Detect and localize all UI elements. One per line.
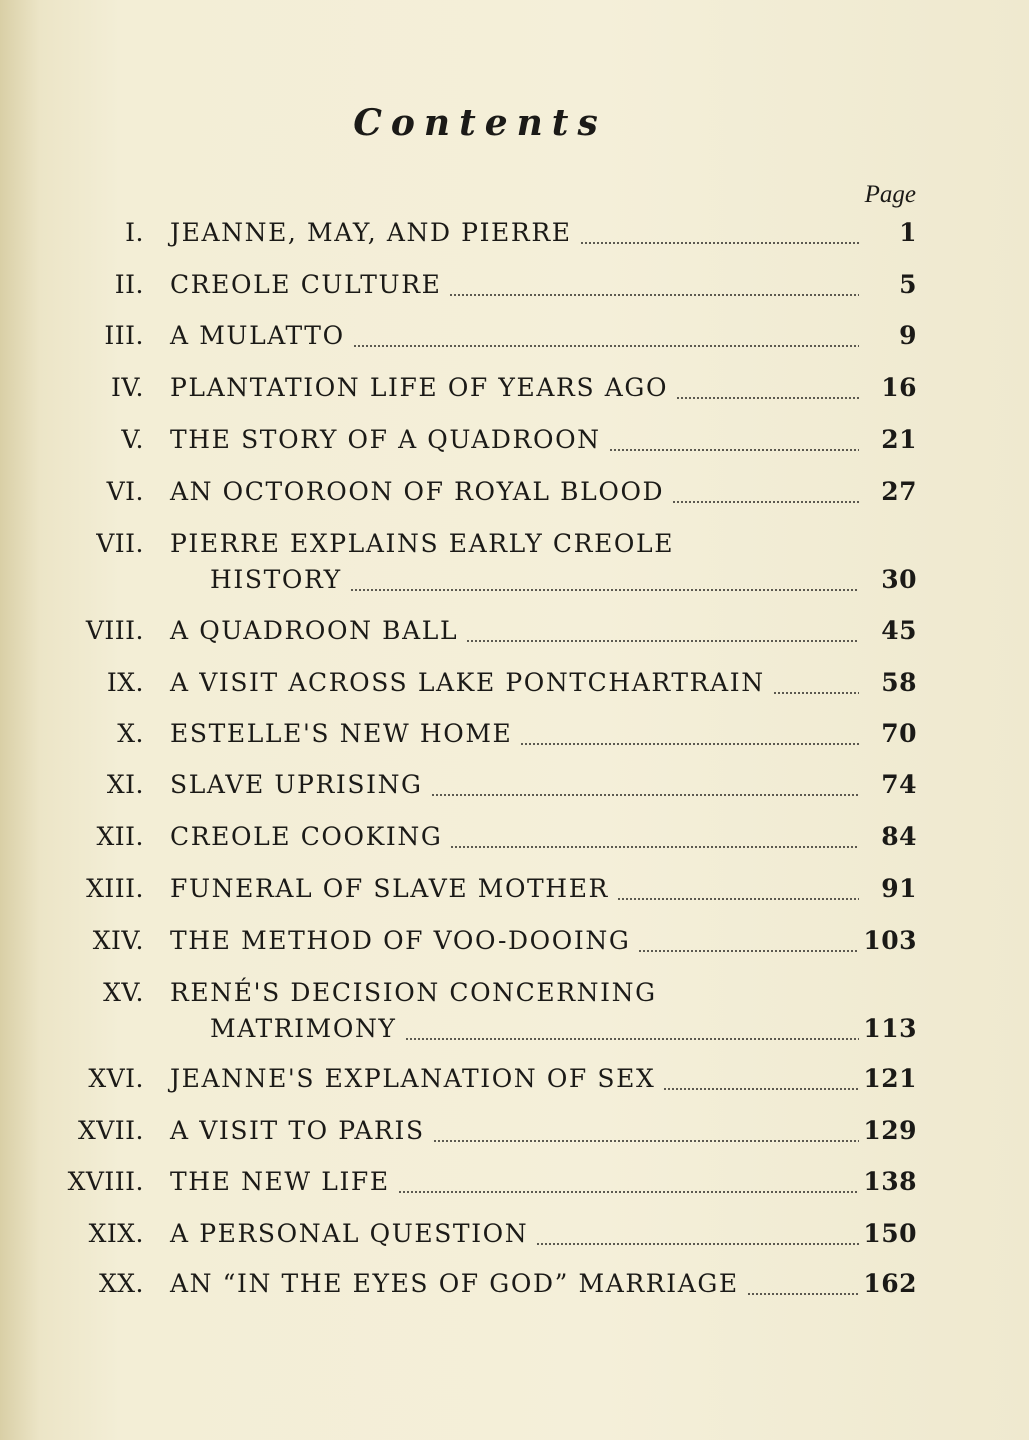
page-number: 84	[881, 822, 917, 851]
dot-leader	[663, 1088, 859, 1090]
page-number: 150	[863, 1219, 917, 1248]
chapter-number: XI.	[106, 770, 144, 799]
chapter-number: I.	[125, 218, 144, 247]
page-number: 9	[899, 321, 917, 350]
chapter-number: XIV.	[92, 926, 144, 955]
page-number: 121	[863, 1064, 917, 1093]
chapter-title: JEANNE, MAY, AND PIERRE	[170, 218, 572, 247]
chapter-title: A PERSONAL QUESTION	[170, 1219, 529, 1248]
chapter-title: PIERRE EXPLAINS EARLY CREOLE	[170, 529, 675, 558]
page-number: 58	[881, 668, 917, 697]
chapter-number: XVI.	[88, 1064, 144, 1093]
toc-entry	[0, 668, 1029, 704]
page-number: 21	[881, 425, 917, 454]
chapter-number: III.	[104, 321, 144, 350]
page-number: 138	[863, 1167, 917, 1196]
page-number: 27	[881, 477, 917, 506]
chapter-number: V.	[121, 425, 144, 454]
dot-leader	[350, 589, 859, 591]
toc-entry	[0, 1269, 1029, 1305]
chapter-number: II.	[114, 270, 144, 299]
page-number: 113	[863, 1014, 917, 1043]
toc-entry	[0, 719, 1029, 755]
chapter-title: FUNERAL OF SLAVE MOTHER	[170, 874, 609, 903]
page-number: 1	[899, 218, 917, 247]
chapter-title: ESTELLE'S NEW HOME	[170, 719, 513, 748]
toc-entry	[0, 770, 1029, 806]
toc-entry	[0, 270, 1029, 306]
toc-entry	[0, 425, 1029, 461]
chapter-number: XV.	[103, 978, 144, 1007]
chapter-title: THE STORY OF A QUADROON	[170, 425, 601, 454]
chapter-number: XVIII.	[67, 1167, 144, 1196]
page-number: 70	[881, 719, 917, 748]
chapter-number: IX.	[106, 668, 144, 697]
chapter-title-continued: HISTORY	[210, 565, 342, 594]
chapter-title: AN “IN THE EYES OF GOD” MARRIAGE	[170, 1269, 739, 1298]
chapter-number: XVII.	[77, 1116, 144, 1145]
chapter-title: A VISIT TO PARIS	[170, 1116, 425, 1145]
toc-entry	[0, 926, 1029, 962]
dot-leader	[405, 1038, 859, 1040]
chapter-title: CREOLE CULTURE	[170, 270, 442, 299]
dot-leader	[747, 1293, 859, 1295]
page-column-label: Page	[864, 181, 916, 208]
dot-leader	[450, 846, 859, 848]
dot-leader	[520, 743, 859, 745]
page-number: 91	[881, 874, 917, 903]
page-title: Contents	[353, 102, 607, 144]
toc-entry	[0, 321, 1029, 357]
page-number: 129	[863, 1116, 917, 1145]
dot-leader	[617, 898, 859, 900]
chapter-title: SLAVE UPRISING	[170, 770, 423, 799]
toc-entry	[0, 978, 1029, 1050]
toc-entry	[0, 529, 1029, 601]
page-number: 16	[881, 373, 917, 402]
chapter-title: CREOLE COOKING	[170, 822, 443, 851]
chapter-number: XX.	[98, 1269, 144, 1298]
dot-leader	[398, 1191, 859, 1193]
toc-entry	[0, 373, 1029, 409]
page-number: 74	[881, 770, 917, 799]
toc-entry	[0, 822, 1029, 858]
dot-leader	[449, 294, 859, 296]
chapter-number: XIII.	[86, 874, 144, 903]
page-number: 162	[863, 1269, 917, 1298]
chapter-title: JEANNE'S EXPLANATION OF SEX	[170, 1064, 656, 1093]
chapter-title: AN OCTOROON OF ROYAL BLOOD	[170, 477, 665, 506]
chapter-title: RENÉ'S DECISION CONCERNING	[170, 978, 657, 1007]
dot-leader	[676, 397, 859, 399]
chapter-title: THE METHOD OF VOO-DOOING	[170, 926, 631, 955]
toc-entry	[0, 218, 1029, 254]
chapter-number: IV.	[110, 373, 144, 402]
toc-entry	[0, 1167, 1029, 1203]
chapter-title: THE NEW LIFE	[170, 1167, 390, 1196]
page-number: 5	[899, 270, 917, 299]
toc-entry	[0, 477, 1029, 513]
chapter-title: A QUADROON BALL	[170, 616, 459, 645]
dot-leader	[466, 640, 859, 642]
dot-leader	[638, 950, 859, 952]
dot-leader	[672, 501, 859, 503]
chapter-number: XII.	[96, 822, 144, 851]
dot-leader	[433, 1140, 859, 1142]
chapter-number: X.	[117, 719, 144, 748]
toc-entry	[0, 616, 1029, 652]
dot-leader	[353, 345, 859, 347]
chapter-number: VII.	[96, 529, 144, 558]
dot-leader	[431, 794, 859, 796]
chapter-title-continued: MATRIMONY	[210, 1014, 397, 1043]
toc-entry	[0, 1219, 1029, 1255]
toc-entry	[0, 1064, 1029, 1100]
page-number: 45	[881, 616, 917, 645]
dot-leader	[580, 242, 859, 244]
chapter-number: VI.	[106, 477, 144, 506]
chapter-title: PLANTATION LIFE OF YEARS AGO	[170, 373, 669, 402]
chapter-title: A VISIT ACROSS LAKE PONTCHARTRAIN	[170, 668, 765, 697]
chapter-title: A MULATTO	[170, 321, 345, 350]
dot-leader	[773, 692, 859, 694]
chapter-number: VIII.	[85, 616, 144, 645]
toc-entry	[0, 874, 1029, 910]
dot-leader	[536, 1243, 859, 1245]
dot-leader	[609, 449, 859, 451]
chapter-number: XIX.	[88, 1219, 144, 1248]
toc-entry	[0, 1116, 1029, 1152]
page-number: 103	[863, 926, 917, 955]
page-number: 30	[881, 565, 917, 594]
